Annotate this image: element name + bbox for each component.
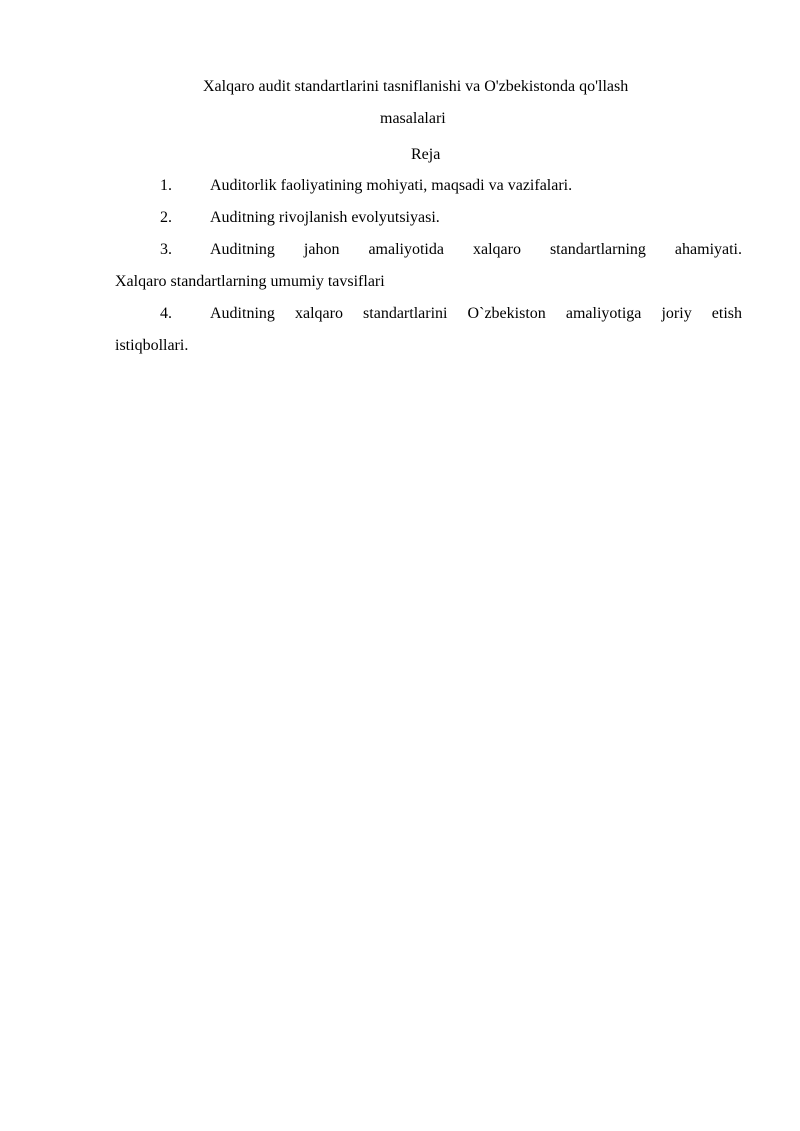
plan-item-continuation: istiqbollari.: [115, 337, 189, 354]
plan-item-number: 4.: [160, 305, 172, 322]
plan-item-4: [115, 298, 742, 362]
plan-item-text: Auditning jahon amaliyotida xalqaro standartlarning ahamiyati.: [210, 241, 742, 258]
plan-item-1: [115, 170, 742, 202]
plan-item-line: [115, 234, 742, 266]
plan-item-number: 1.: [160, 177, 172, 194]
plan-item-continuation: Xalqaro standartlarning umumiy tavsiflari: [115, 273, 385, 290]
plan-item-2: [115, 202, 742, 234]
plan-item-line: [115, 202, 742, 234]
plan-item-text: Auditorlik faoliyatining mohiyati, maqsadi va vazifalari.: [210, 177, 573, 194]
plan-item-line: [115, 298, 742, 330]
plan-item-3: [115, 234, 742, 298]
plan-item-line: [115, 170, 742, 202]
plan-item-number: 2.: [160, 209, 172, 226]
plan-item-text: Auditning xalqaro standartlarini O`zbekiston amaliyotiga joriy etish: [210, 305, 742, 322]
plan-heading: Reja: [411, 146, 441, 163]
document-title-line-2: masalalari: [380, 110, 446, 127]
document-title-line-1: Xalqaro audit standartlarini tasniflanishi va O'zbekistonda qo'llash: [203, 78, 629, 95]
plan-item-text: Auditning rivojlanish evolyutsiyasi.: [210, 209, 440, 226]
plan-item-number: 3.: [160, 241, 172, 258]
